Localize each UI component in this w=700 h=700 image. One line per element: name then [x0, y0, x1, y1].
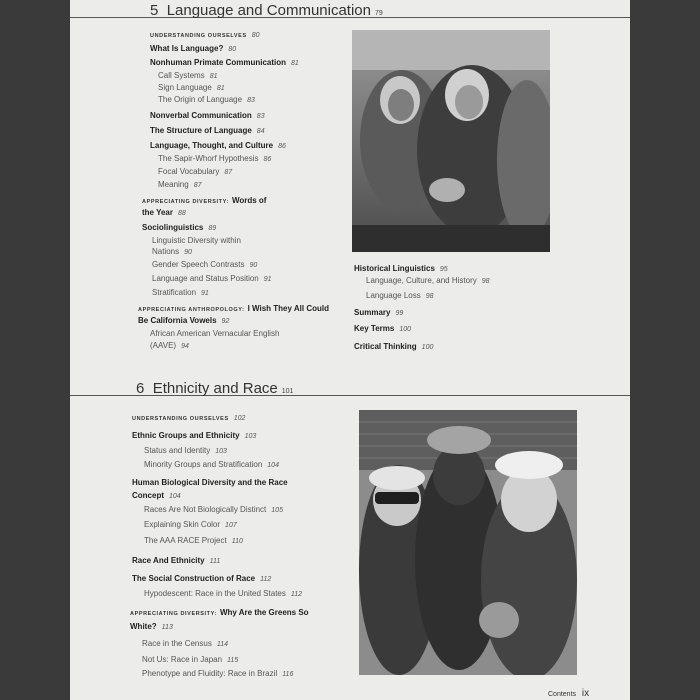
toc-entry: Nonverbal Communication 83 — [150, 111, 265, 120]
toc-entry: Stratification 91 — [152, 288, 209, 297]
toc-entry: Concept 104 — [132, 491, 181, 500]
chapter-5-photo — [352, 30, 550, 252]
toc-entry: Language, Thought, and Culture 86 — [150, 141, 286, 150]
toc-entry: Status and Identity 103 — [144, 446, 227, 455]
toc-entry: African American Vernacular English — [150, 329, 280, 338]
toc-entry: The Structure of Language 84 — [150, 126, 265, 135]
page-footer: Contents ix — [548, 688, 590, 699]
toc-entry: The Social Construction of Race 112 — [132, 574, 272, 583]
toc-entry: Language, Culture, and History 98 — [366, 276, 490, 285]
toc-entry: Language Loss 98 — [366, 291, 434, 300]
toc-entry: Critical Thinking 100 — [354, 342, 434, 351]
toc-entry: Sociolinguistics 89 — [142, 223, 217, 232]
toc-entry: Linguistic Diversity within — [152, 236, 241, 245]
toc-entry: Not Us: Race in Japan 115 — [142, 655, 239, 664]
feature-appreciating-diversity-6: APPRECIATING DIVERSITY: Why Are the Greens So — [130, 608, 309, 617]
chapter-6-title: 6 Ethnicity and Race 101 — [136, 380, 294, 397]
toc-entry: Summary 99 — [354, 308, 404, 317]
toc-entry: The Origin of Language 83 — [158, 95, 255, 104]
toc-entry: Key Terms 100 — [354, 324, 412, 333]
toc-entry: Historical Linguistics 95 — [354, 264, 448, 273]
toc-entry: Race And Ethnicity 111 — [132, 556, 221, 565]
toc-entry: Focal Vocabulary 87 — [158, 167, 233, 176]
toc-entry: Race in the Census 114 — [142, 639, 228, 648]
toc-entry: Minority Groups and Stratification 104 — [144, 460, 279, 469]
toc-entry: Explaining Skin Color 107 — [144, 520, 237, 529]
feature-appreciating-anthropology-line2: Be California Vowels 92 — [138, 316, 230, 325]
toc-entry: Human Biological Diversity and the Race — [132, 478, 288, 487]
feature-appreciating-anthropology: APPRECIATING ANTHROPOLOGY: I Wish They All Could — [138, 304, 329, 313]
toc-entry: Ethnic Groups and Ethnicity 103 — [132, 431, 257, 440]
toc-entry: What Is Language? 80 — [150, 44, 237, 53]
toc-entry: Meaning 87 — [158, 180, 202, 189]
chapter-6-photo — [359, 410, 577, 675]
toc-entry: Call Systems 81 — [158, 71, 218, 80]
book-page — [70, 0, 630, 700]
toc-entry: UNDERSTANDING OURSELVES 102 — [132, 415, 246, 422]
toc-entry: Nations 90 — [152, 247, 192, 256]
chapter-5-title: 5 Language and Communication 79 — [150, 2, 383, 19]
feature-appreciating-diversity: APPRECIATING DIVERSITY: Words of — [142, 196, 267, 205]
toc-entry: Phenotype and Fluidity: Race in Brazil 116 — [142, 669, 294, 678]
feature-appreciating-diversity-6-line2: White? 113 — [130, 622, 173, 631]
toc-entry: Nonhuman Primate Communication 81 — [150, 58, 299, 67]
toc-entry: UNDERSTANDING OURSELVES 80 — [150, 32, 260, 39]
toc-entry: The AAA RACE Project 110 — [144, 536, 243, 545]
toc-entry: The Sapir-Whorf Hypothesis 86 — [158, 154, 272, 163]
toc-entry: (AAVE) 94 — [150, 341, 189, 350]
toc-entry: Gender Speech Contrasts 90 — [152, 260, 258, 269]
feature-appreciating-diversity-line2: the Year 88 — [142, 208, 186, 217]
toc-entry: Races Are Not Biologically Distinct 105 — [144, 505, 283, 514]
toc-entry: Hypodescent: Race in the United States 112 — [144, 589, 303, 598]
toc-entry: Sign Language 81 — [158, 83, 225, 92]
toc-entry: Language and Status Position 91 — [152, 274, 272, 283]
